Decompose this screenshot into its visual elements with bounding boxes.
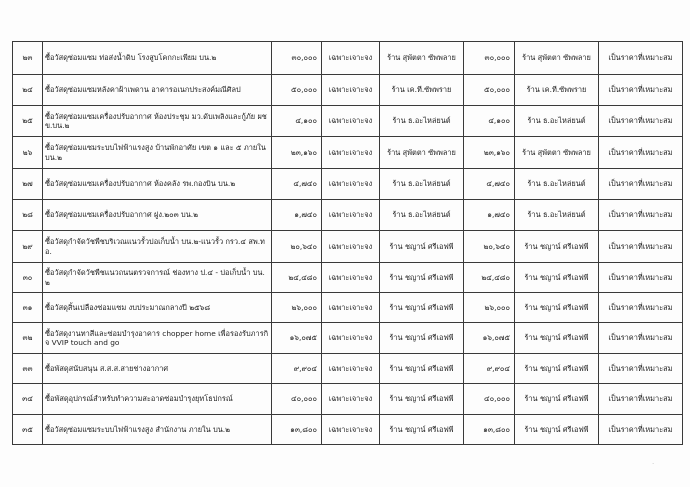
table-row [13,75,683,106]
selection-reason: เป็นราคาที่เหมาะสม [599,42,683,75]
selection-reason: เป็นราคาที่เหมาะสม [599,384,683,415]
bidder-name: ร้าน เค.ที.ซัพพราย [380,75,464,106]
item-description: ซื้อวัสดุซ่อมแซมระบบไฟฟ้าแรงสูง บ้านพักอาศัย เขต ๑ และ ๕ ภายใน บน.๒ [43,137,272,169]
budget-amount: ๔,๗๔๐ [272,169,322,200]
table-row [13,200,683,231]
offered-price: ๒๓,๑๖๐ [464,137,515,169]
procurement-method: เฉพาะเจาะจง [322,200,380,231]
selected-vendor: ร้าน เค.ที.ซัพพราย [515,75,599,106]
selection-reason: เป็นราคาที่เหมาะสม [599,200,683,231]
row-number: ๒๖ [13,137,43,169]
item-description: ซื้อวัสดุกำจัดวัชพืชแนวถนนตรวจการณ์ ช่องทาง ป.๔ - บ่อเก็บน้ำ บน.๒ [43,263,272,293]
bidder-name: ร้าน ชญาน์ ศรีเอฟพี [380,293,464,323]
table-row [13,415,683,445]
procurement-method: เฉพาะเจาะจง [322,384,380,415]
offered-price: ๑๖,๐๗๕ [464,323,515,354]
row-number: ๓๓ [13,354,43,384]
procurement-method: เฉพาะเจาะจง [322,293,380,323]
budget-amount: ๒๓,๑๖๐ [272,137,322,169]
table-row [13,137,683,169]
selection-reason: เป็นราคาที่เหมาะสม [599,137,683,169]
selected-vendor: ร้าน ธ.อะไหล่ยนต์ [515,200,599,231]
selection-reason: เป็นราคาที่เหมาะสม [599,263,683,293]
bidder-name: ร้าน ชญาน์ ศรีเอฟพี [380,323,464,354]
row-number: ๒๗ [13,169,43,200]
item-description: ซื้อวัสดุซ่อมแซมหลังคาฝ้าเพดาน อาคารอเนกประสงค์มณีศิลป [43,75,272,106]
item-description: ซื้อวัสดุกำจัดวัชพืชบริเวณแนวรั้วบ่อเก็บน้ำ บน.๒-แนวรั้ว กรว.๔ สพ.ทอ. [43,231,272,263]
bidder-name: ร้าน ชญาน์ ศรีเอฟพี [380,231,464,263]
item-description: ซื้อวัสดุซ่อมแซม ท่อส่งน้ำดิบ โรงสูบโคกกะเพียม บน.๒ [43,42,272,75]
row-number: ๒๘ [13,200,43,231]
table-row [13,293,683,323]
selected-vendor: ร้าน ธ.อะไหล่ยนต์ [515,106,599,137]
table-row [13,354,683,384]
selected-vendor: ร้าน สุพัตตา ซัพพลาย [515,42,599,75]
bidder-name: ร้าน ธ.อะไหล่ยนต์ [380,169,464,200]
row-number: ๓๑ [13,293,43,323]
procurement-method: เฉพาะเจาะจง [322,106,380,137]
selection-reason: เป็นราคาที่เหมาะสม [599,293,683,323]
selected-vendor: ร้าน ชญาน์ ศรีเอฟพี [515,415,599,445]
procurement-table [12,41,683,445]
table-row [13,384,683,415]
bidder-name: ร้าน ธ.อะไหล่ยนต์ [380,200,464,231]
selected-vendor: ร้าน ชญาน์ ศรีเอฟพี [515,354,599,384]
row-number: ๒๕ [13,106,43,137]
item-description: ซื้อวัสดุซ่อมแซมระบบไฟฟ้าแรงสูง สำนักงาน ภายใน บน.๒ [43,415,272,445]
selection-reason: เป็นราคาที่เหมาะสม [599,169,683,200]
budget-amount: ๔๐,๐๐๐ [272,384,322,415]
procurement-method: เฉพาะเจาะจง [322,137,380,169]
item-description: ซื้อพัสดุอุปกรณ์สำหรับทำความสะอาดซ่อมบำรุงยุทโธปกรณ์ [43,384,272,415]
bidder-name: ร้าน ชญาน์ ศรีเอฟพี [380,354,464,384]
item-description: ซื้อวัสดุสิ้นเปลืองซ่อมแซม งบประมาณกลางปี ๒๕๖๘ [43,293,272,323]
item-description: ซื้อวัสดุซ่อมแซมเครื่องปรับอากาศ ห้องคลัง รพ.กองบิน บน.๒ [43,169,272,200]
procurement-method: เฉพาะเจาะจง [322,354,380,384]
table-body [13,42,683,445]
selected-vendor: ร้าน ชญาน์ ศรีเอฟพี [515,263,599,293]
budget-amount: ๙,๙๐๔ [272,354,322,384]
row-number: ๓๕ [13,415,43,445]
budget-amount: ๑๓,๘๐๐ [272,415,322,445]
table-row [13,323,683,354]
selection-reason: เป็นราคาที่เหมาะสม [599,75,683,106]
bidder-name: ร้าน ชญาน์ ศรีเอฟพี [380,263,464,293]
row-number: ๒๓ [13,42,43,75]
procurement-method: เฉพาะเจาะจง [322,42,380,75]
table-row [13,106,683,137]
table-row [13,231,683,263]
offered-price: ๓๐,๐๐๐ [464,42,515,75]
selected-vendor: ร้าน ชญาน์ ศรีเอฟพี [515,323,599,354]
procurement-method: เฉพาะเจาะจง [322,263,380,293]
procurement-method: เฉพาะเจาะจง [322,231,380,263]
table-row [13,263,683,293]
offered-price: ๒๐,๖๔๐ [464,231,515,263]
table-row [13,42,683,75]
selected-vendor: ร้าน ชญาน์ ศรีเอฟพี [515,293,599,323]
budget-amount: ๑๖,๐๗๕ [272,323,322,354]
budget-amount: ๑,๗๔๐ [272,200,322,231]
row-number: ๓๐ [13,263,43,293]
budget-amount: ๒๔,๔๘๐ [272,263,322,293]
selected-vendor: ร้าน สุพัตตา ซัพพลาย [515,137,599,169]
item-description: ซื้อพัสดุสนับสนุน ส.ส.ส.สายช่างอากาศ [43,354,272,384]
bidder-name: ร้าน ธ.อะไหล่ยนต์ [380,106,464,137]
selection-reason: เป็นราคาที่เหมาะสม [599,231,683,263]
offered-price: ๔๐,๐๐๐ [464,384,515,415]
row-number: ๓๒ [13,323,43,354]
offered-price: ๒๖,๐๐๐ [464,293,515,323]
procurement-method: เฉพาะเจาะจง [322,169,380,200]
selection-reason: เป็นราคาที่เหมาะสม [599,354,683,384]
item-description: ซื้อวัสดุซ่อมแซมเครื่องปรับอากาศ ฝูง.๒๐๓ บน.๒ [43,200,272,231]
row-number: ๓๔ [13,384,43,415]
offered-price: ๕๐,๐๐๐ [464,75,515,106]
scan-mark: . [652,458,655,466]
item-description: ซื้อวัสดุงานทาสีและซ่อมบำรุงอาคาร chopper home เพื่อรองรับภารกิจ VVIP touch and go [43,323,272,354]
procurement-method: เฉพาะเจาะจง [322,415,380,445]
budget-amount: ๒๖,๐๐๐ [272,293,322,323]
offered-price: ๑,๗๔๐ [464,200,515,231]
selection-reason: เป็นราคาที่เหมาะสม [599,415,683,445]
bidder-name: ร้าน สุพัตตา ซัพพลาย [380,42,464,75]
row-number: ๒๔ [13,75,43,106]
offered-price: ๔,๗๔๐ [464,169,515,200]
row-number: ๒๙ [13,231,43,263]
offered-price: ๒๔,๔๘๐ [464,263,515,293]
bidder-name: ร้าน ชญาน์ ศรีเอฟพี [380,415,464,445]
offered-price: ๙,๙๐๔ [464,354,515,384]
offered-price: ๑๓,๘๐๐ [464,415,515,445]
budget-amount: ๒๐,๖๔๐ [272,231,322,263]
selected-vendor: ร้าน ชญาน์ ศรีเอฟพี [515,384,599,415]
procurement-method: เฉพาะเจาะจง [322,75,380,106]
item-description: ซื้อวัสดุซ่อมแซมเครื่องปรับอากาศ ห้องประชุม มว.ดับเพลิงและกู้ภัย ผชข.บน.๒ [43,106,272,137]
table-row [13,169,683,200]
selection-reason: เป็นราคาที่เหมาะสม [599,323,683,354]
budget-amount: ๕๐,๐๐๐ [272,75,322,106]
bidder-name: ร้าน ชญาน์ ศรีเอฟพี [380,384,464,415]
bidder-name: ร้าน สุพัตตา ซัพพลาย [380,137,464,169]
selected-vendor: ร้าน ชญาน์ ศรีเอฟพี [515,231,599,263]
offered-price: ๔,๑๐๐ [464,106,515,137]
budget-amount: ๔,๑๐๐ [272,106,322,137]
selected-vendor: ร้าน ธ.อะไหล่ยนต์ [515,169,599,200]
budget-amount: ๓๐,๐๐๐ [272,42,322,75]
selection-reason: เป็นราคาที่เหมาะสม [599,106,683,137]
procurement-method: เฉพาะเจาะจง [322,323,380,354]
